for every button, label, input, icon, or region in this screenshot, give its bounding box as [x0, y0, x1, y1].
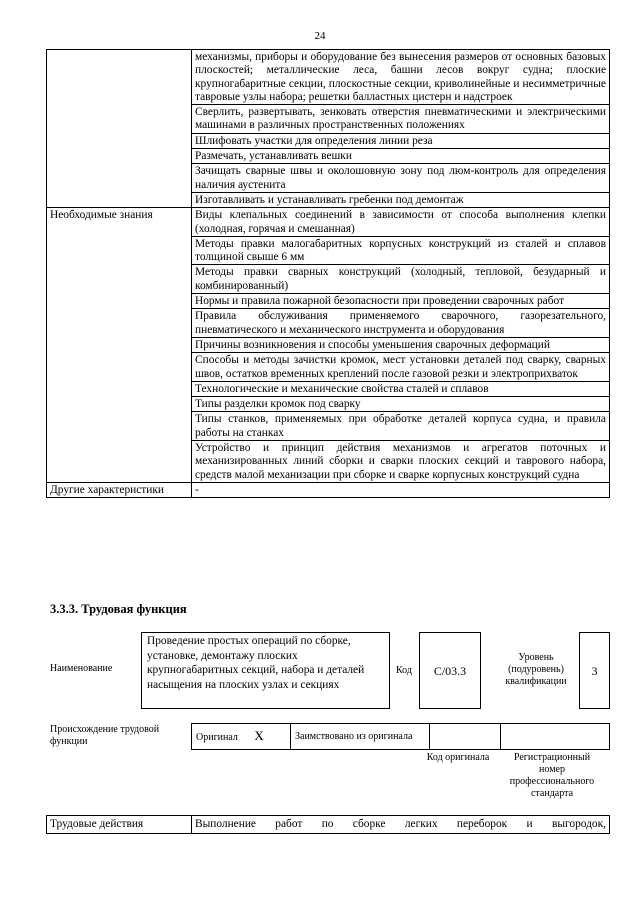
actions-value: Выполнение работ по сборке легких переборок и выгородок, — [192, 816, 610, 834]
table-row — [47, 50, 610, 105]
row-label: Другие характеристики — [47, 482, 192, 497]
row-value: Методы правки сварных конструкций (холодный, тепловой, безударный и комбинированный) — [192, 265, 610, 294]
level-box: 3 — [579, 632, 610, 709]
level-label: Уровень (подуровень) квалификации — [505, 652, 567, 687]
row-value: Нормы и правила пожарной безопасности при проведении сварочных работ — [192, 294, 610, 309]
origin-table — [191, 723, 610, 750]
competency-table — [46, 49, 610, 498]
function-code-box: С/03.3 — [419, 632, 481, 709]
code-caption: Код оригинала — [426, 752, 490, 763]
section-title: 3.3.3. Трудовая функция — [50, 602, 187, 616]
row-label — [47, 50, 192, 208]
code-label: Код — [396, 665, 412, 676]
reg-number-cell — [501, 724, 610, 750]
original-cell — [192, 724, 291, 750]
row-value: Правила обслуживания применяемого сварочного, газорезательного, пневматического и механического инструмента и оборудования — [192, 309, 610, 338]
reg-caption: Регистрационный номер профессионального стандарта — [509, 752, 595, 799]
row-value: Виды клепальных соединений в зависимости от способа выполнения клепки (холодная, горячая и смешанная) — [192, 208, 610, 237]
row-value: механизмы, приборы и оборудование без вынесения размеров от основных базовых плоскостей; металлические леса, башни лесов вокруг судна; плоские крупногабаритные секции, плоскостные секции, криволинейные и несимметричные тавровые узлы набора; решетки балластных цистерн и надстроек — [192, 50, 610, 105]
row-value: Типы разделки кромок под сварку — [192, 397, 610, 412]
origin-code-cell — [430, 724, 501, 750]
table-row — [47, 482, 610, 497]
table-row — [47, 208, 610, 237]
row-value: Типы станков, применяемых при обработке деталей корпуса судна, и правила работы на станках — [192, 412, 610, 441]
row-label: Необходимые знания — [47, 208, 192, 483]
actions-table — [46, 815, 610, 834]
name-label: Наименование — [50, 663, 113, 674]
row-value: Методы правки малогабаритных корпусных конструкций из сталей и сплавов толщиной свыше 6 мм — [192, 236, 610, 265]
row-value: Причины возникновения и способы уменьшения сварочных деформаций — [192, 337, 610, 352]
row-value: Шлифовать участки для определения линии реза — [192, 133, 610, 148]
row-value: Изготавливать и устанавливать гребенки под демонтаж — [192, 192, 610, 207]
actions-label: Трудовые действия — [47, 816, 192, 834]
row-value: Сверлить, развертывать, зенковать отверстия пневматическими и электрическими машинами в различных пространственных положениях — [192, 105, 610, 134]
function-name-box: Проведение простых операций по сборке, установке, демонтажу плоских крупногабаритных секций, набора и деталей насыщения на плоских узлах и секциях — [141, 632, 390, 709]
page-number: 24 — [314, 30, 326, 42]
row-value: Способы и методы зачистки кромок, мест установки деталей под сварку, сварных швов, остатков временных креплений после газовой резки и электроприхваток — [192, 353, 610, 382]
row-value: - — [192, 482, 610, 497]
borrowed-cell: Заимствовано из оригинала — [291, 724, 430, 750]
origin-label: Происхождение трудовой функции — [50, 724, 160, 747]
row-value: Технологические и механические свойства сталей и сплавов — [192, 381, 610, 396]
original-mark: X — [254, 728, 264, 743]
row-value: Зачищать сварные швы и околошовную зону под люм-контроль для определения наличия аустенита — [192, 164, 610, 193]
row-value: Размечать, устанавливать вешки — [192, 149, 610, 164]
original-label: Оригинал — [196, 732, 238, 743]
row-value: Устройство и принцип действия механизмов и агрегатов поточных и механизированных линий сборки и сварки плоских секций и таврового набора, средств малой механизации при сборке и сварке корпусных конструкций судна — [192, 441, 610, 483]
